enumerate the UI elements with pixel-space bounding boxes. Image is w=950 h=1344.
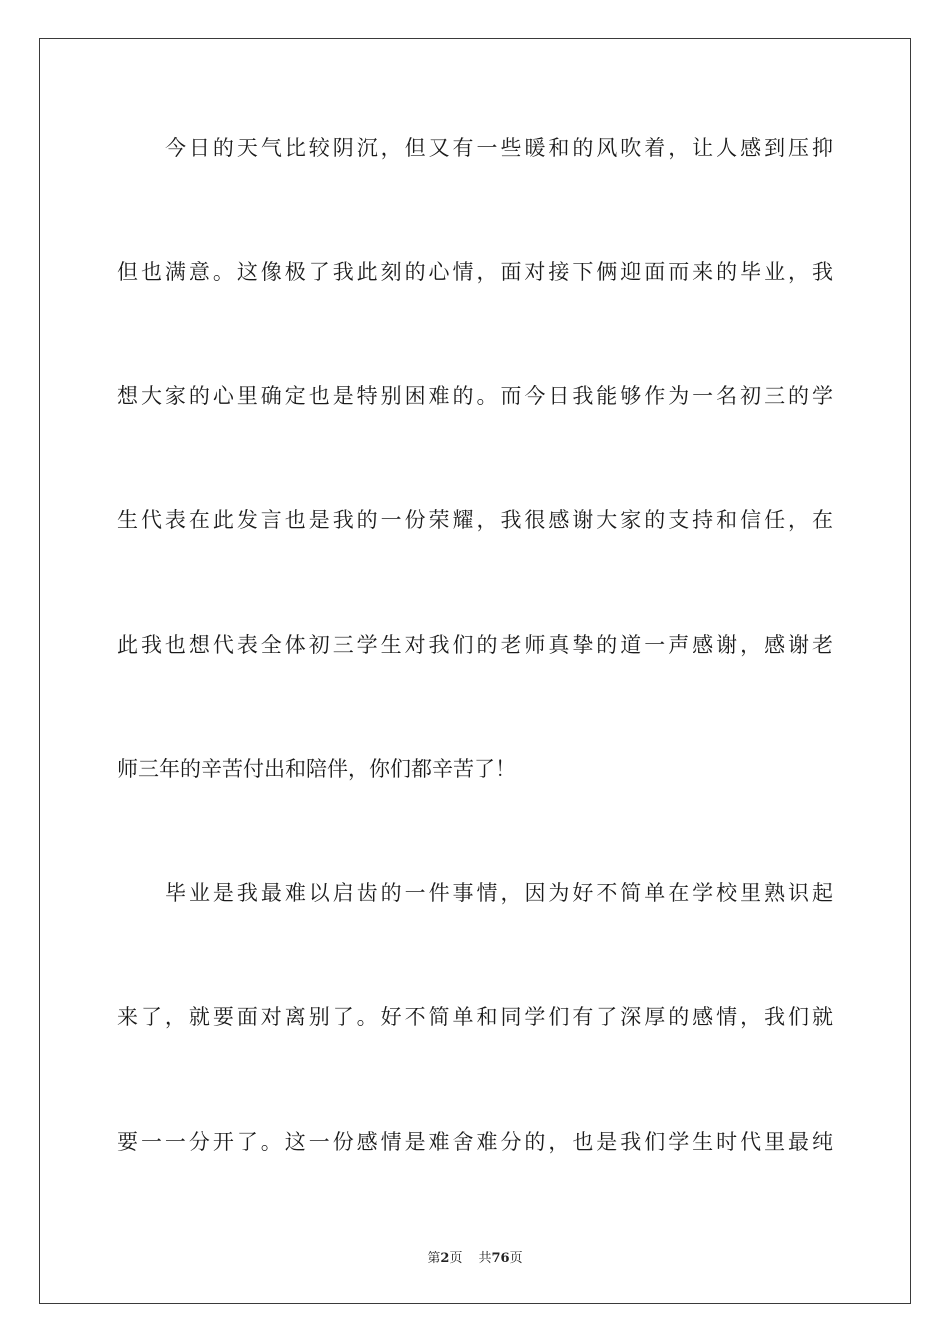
total-prefix: 共 xyxy=(478,1251,492,1266)
paragraph-1-line-5: 此我也想代表全体初三学生对我们的老师真挚的道一声感谢，感谢老 xyxy=(117,633,833,657)
paragraph-1-line-1: 今日的天气比较阴沉，但又有一些暖和的风吹着，让人感到压抑 xyxy=(165,136,833,160)
paragraph-1-line-2: 但也满意。这像极了我此刻的心情，面对接下俩迎面而来的毕业，我 xyxy=(117,260,833,284)
paragraph-2-line-1: 毕业是我最难以启齿的一件事情，因为好不简单在学校里熟识起 xyxy=(165,881,833,905)
page-number: 2 xyxy=(440,1251,450,1266)
page-suffix: 页 xyxy=(449,1251,463,1266)
total-pages: 76 xyxy=(491,1251,510,1266)
paragraph-1-line-4: 生代表在此发言也是我的一份荣耀，我很感谢大家的支持和信任，在 xyxy=(117,508,833,532)
paragraph-1-line-6: 师三年的辛苦付出和陪伴，你们都辛苦了！ xyxy=(117,757,516,781)
paragraph-1-line-3: 想大家的心里确定也是特别困难的。而今日我能够作为一名初三的学 xyxy=(117,384,833,408)
page-footer xyxy=(0,1247,950,1266)
page-border xyxy=(39,38,911,1304)
total-suffix: 页 xyxy=(509,1251,523,1266)
paragraph-2-line-2: 来了，就要面对离别了。好不简单和同学们有了深厚的感情，我们就 xyxy=(117,1005,833,1029)
paragraph-2-line-3: 要一一分开了。这一份感情是难舍难分的，也是我们学生时代里最纯 xyxy=(117,1130,833,1154)
page-prefix: 第 xyxy=(427,1251,441,1266)
